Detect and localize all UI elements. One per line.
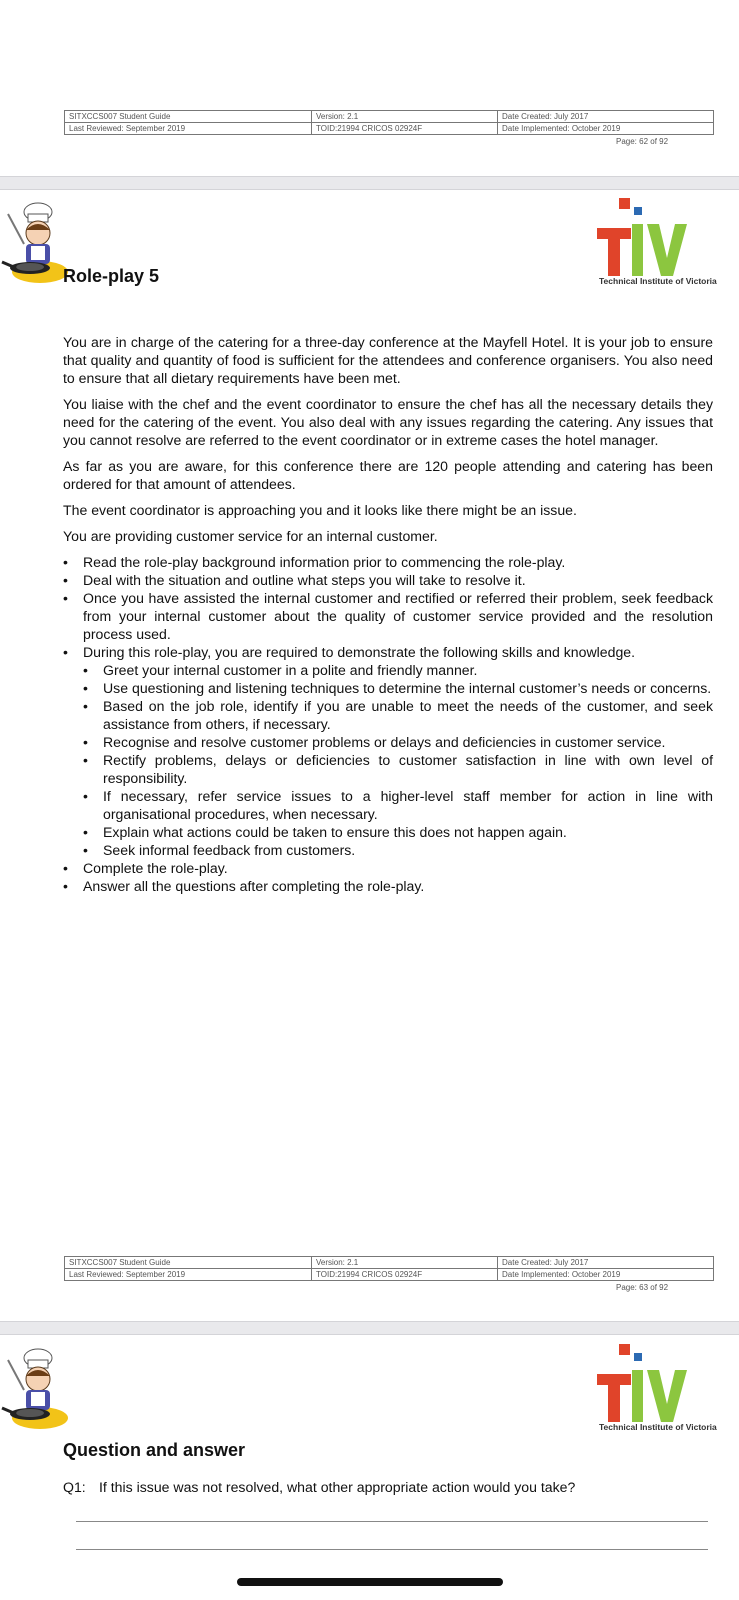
page-footer-table bbox=[64, 110, 714, 135]
footer-doc-name: SITXCCS007 Student Guide bbox=[65, 111, 312, 123]
answer-line[interactable] bbox=[76, 1521, 708, 1522]
list-item: • Complete the role-play. bbox=[63, 859, 713, 877]
answer-line[interactable] bbox=[76, 1549, 708, 1550]
instruction-list bbox=[63, 553, 713, 895]
sub-list-item: • Based on the job role, identify if you are unable to meet the needs of the customer, and seek assistance from others, if necessary. bbox=[83, 697, 713, 733]
list-item: • Answer all the questions after completing the role-play. bbox=[63, 877, 713, 895]
footer-last-reviewed: Last Reviewed: September 2019 bbox=[65, 1269, 312, 1281]
page-separator bbox=[0, 1321, 739, 1335]
paragraph: You liaise with the chef and the event coordinator to ensure the chef has all the necessary details they need for the catering of the event. You also deal with any issues regarding the catering. Any issues that you cannot resolve are referred to the event coordinator or in extreme cases the hotel manager. bbox=[63, 396, 713, 448]
chef-illustration bbox=[0, 1346, 72, 1432]
footer-version: Version: 2.1 bbox=[312, 1257, 498, 1269]
question-text: If this issue was not resolved, what other appropriate action would you take? bbox=[99, 1479, 576, 1495]
footer-toid: TOID:21994 CRICOS 02924F bbox=[312, 1269, 498, 1281]
page-title: Role-play 5 bbox=[63, 266, 160, 286]
logo-caption: Technical Institute of Victoria bbox=[599, 1422, 717, 1432]
paragraph: The event coordinator is approaching you and it looks like there might be an issue. bbox=[63, 502, 577, 518]
list-item: • During this role-play, you are required to demonstrate the following skills and knowledge. • Greet your internal customer in a polite and friendly manner. • Use questioning and listening techniques to determine the internal customer’s needs or concerns. • Based on the job role, identify if you are unable to meet the needs of the customer, and seek assistance from others, if necessary. • Recognise and resolve customer problems or delays and deficiencies in customer service. • Rectify problems, delays or deficiencies to customer satisfaction in line with own level of responsibility. • If necessary, refer service issues to a higher-level staff member for action in line with organisational procedures, when necessary. • Explain what actions could be taken to ensure this does not happen again. • Seek informal feedback from customers. bbox=[63, 643, 713, 859]
footer-date-implemented: Date Implemented: October 2019 bbox=[498, 123, 714, 135]
sub-list-item: • Use questioning and listening techniques to determine the internal customer’s needs or concerns. bbox=[83, 679, 713, 697]
roleplay-body bbox=[63, 333, 713, 895]
footer-date-created: Date Created: July 2017 bbox=[498, 111, 714, 123]
sub-list-item: • Seek informal feedback from customers. bbox=[83, 841, 713, 859]
logo-caption: Technical Institute of Victoria bbox=[599, 276, 717, 286]
footer-date-created: Date Created: July 2017 bbox=[498, 1257, 714, 1269]
question-label: Q1: bbox=[63, 1479, 86, 1495]
footer-date-implemented: Date Implemented: October 2019 bbox=[498, 1269, 714, 1281]
list-item: • Once you have assisted the internal customer and rectified or referred their problem, seek feedback from your internal customer about the quality of customer service provided and the resolution process used. bbox=[63, 589, 713, 643]
page-footer-table bbox=[64, 1256, 714, 1281]
footer-toid: TOID:21994 CRICOS 02924F bbox=[312, 123, 498, 135]
list-item: • Deal with the situation and outline what steps you will take to resolve it. bbox=[63, 571, 713, 589]
tiv-logo bbox=[597, 198, 722, 290]
paragraph: You are providing customer service for an internal customer. bbox=[63, 528, 438, 544]
home-indicator[interactable] bbox=[237, 1578, 503, 1586]
sub-list-item: • Rectify problems, delays or deficiencies to customer satisfaction in line with own level of responsibility. bbox=[83, 751, 713, 787]
sub-list-item: • If necessary, refer service issues to a higher-level staff member for action in line with organisational procedures, when necessary. bbox=[83, 787, 713, 823]
chef-illustration bbox=[0, 200, 72, 286]
page-number: Page: 62 of 92 bbox=[616, 137, 669, 146]
footer-doc-name: SITXCCS007 Student Guide bbox=[65, 1257, 312, 1269]
sub-list-item: • Recognise and resolve customer problems or delays and deficiencies in customer service. bbox=[83, 733, 713, 751]
paragraph: As far as you are aware, for this conference there are 120 people attending and catering has been ordered for that amount of attendees. bbox=[63, 458, 713, 492]
footer-last-reviewed: Last Reviewed: September 2019 bbox=[65, 123, 312, 135]
skills-list bbox=[83, 661, 713, 859]
footer-version: Version: 2.1 bbox=[312, 111, 498, 123]
section-title: Question and answer bbox=[63, 1440, 246, 1460]
list-item: • Read the role-play background information prior to commencing the role-play. bbox=[63, 553, 713, 571]
page-separator bbox=[0, 176, 739, 190]
paragraph: You are in charge of the catering for a three-day conference at the Mayfell Hotel. It is your job to ensure that quality and quantity of food is sufficient for the attendees and conference organisers. You also need to ensure that all dietary requirements have been met. bbox=[63, 334, 713, 386]
sub-list-item: • Explain what actions could be taken to ensure this does not happen again. bbox=[83, 823, 713, 841]
page-number: Page: 63 of 92 bbox=[616, 1283, 669, 1292]
sub-list-item: • Greet your internal customer in a polite and friendly manner. bbox=[83, 661, 713, 679]
tiv-logo bbox=[597, 1344, 722, 1436]
